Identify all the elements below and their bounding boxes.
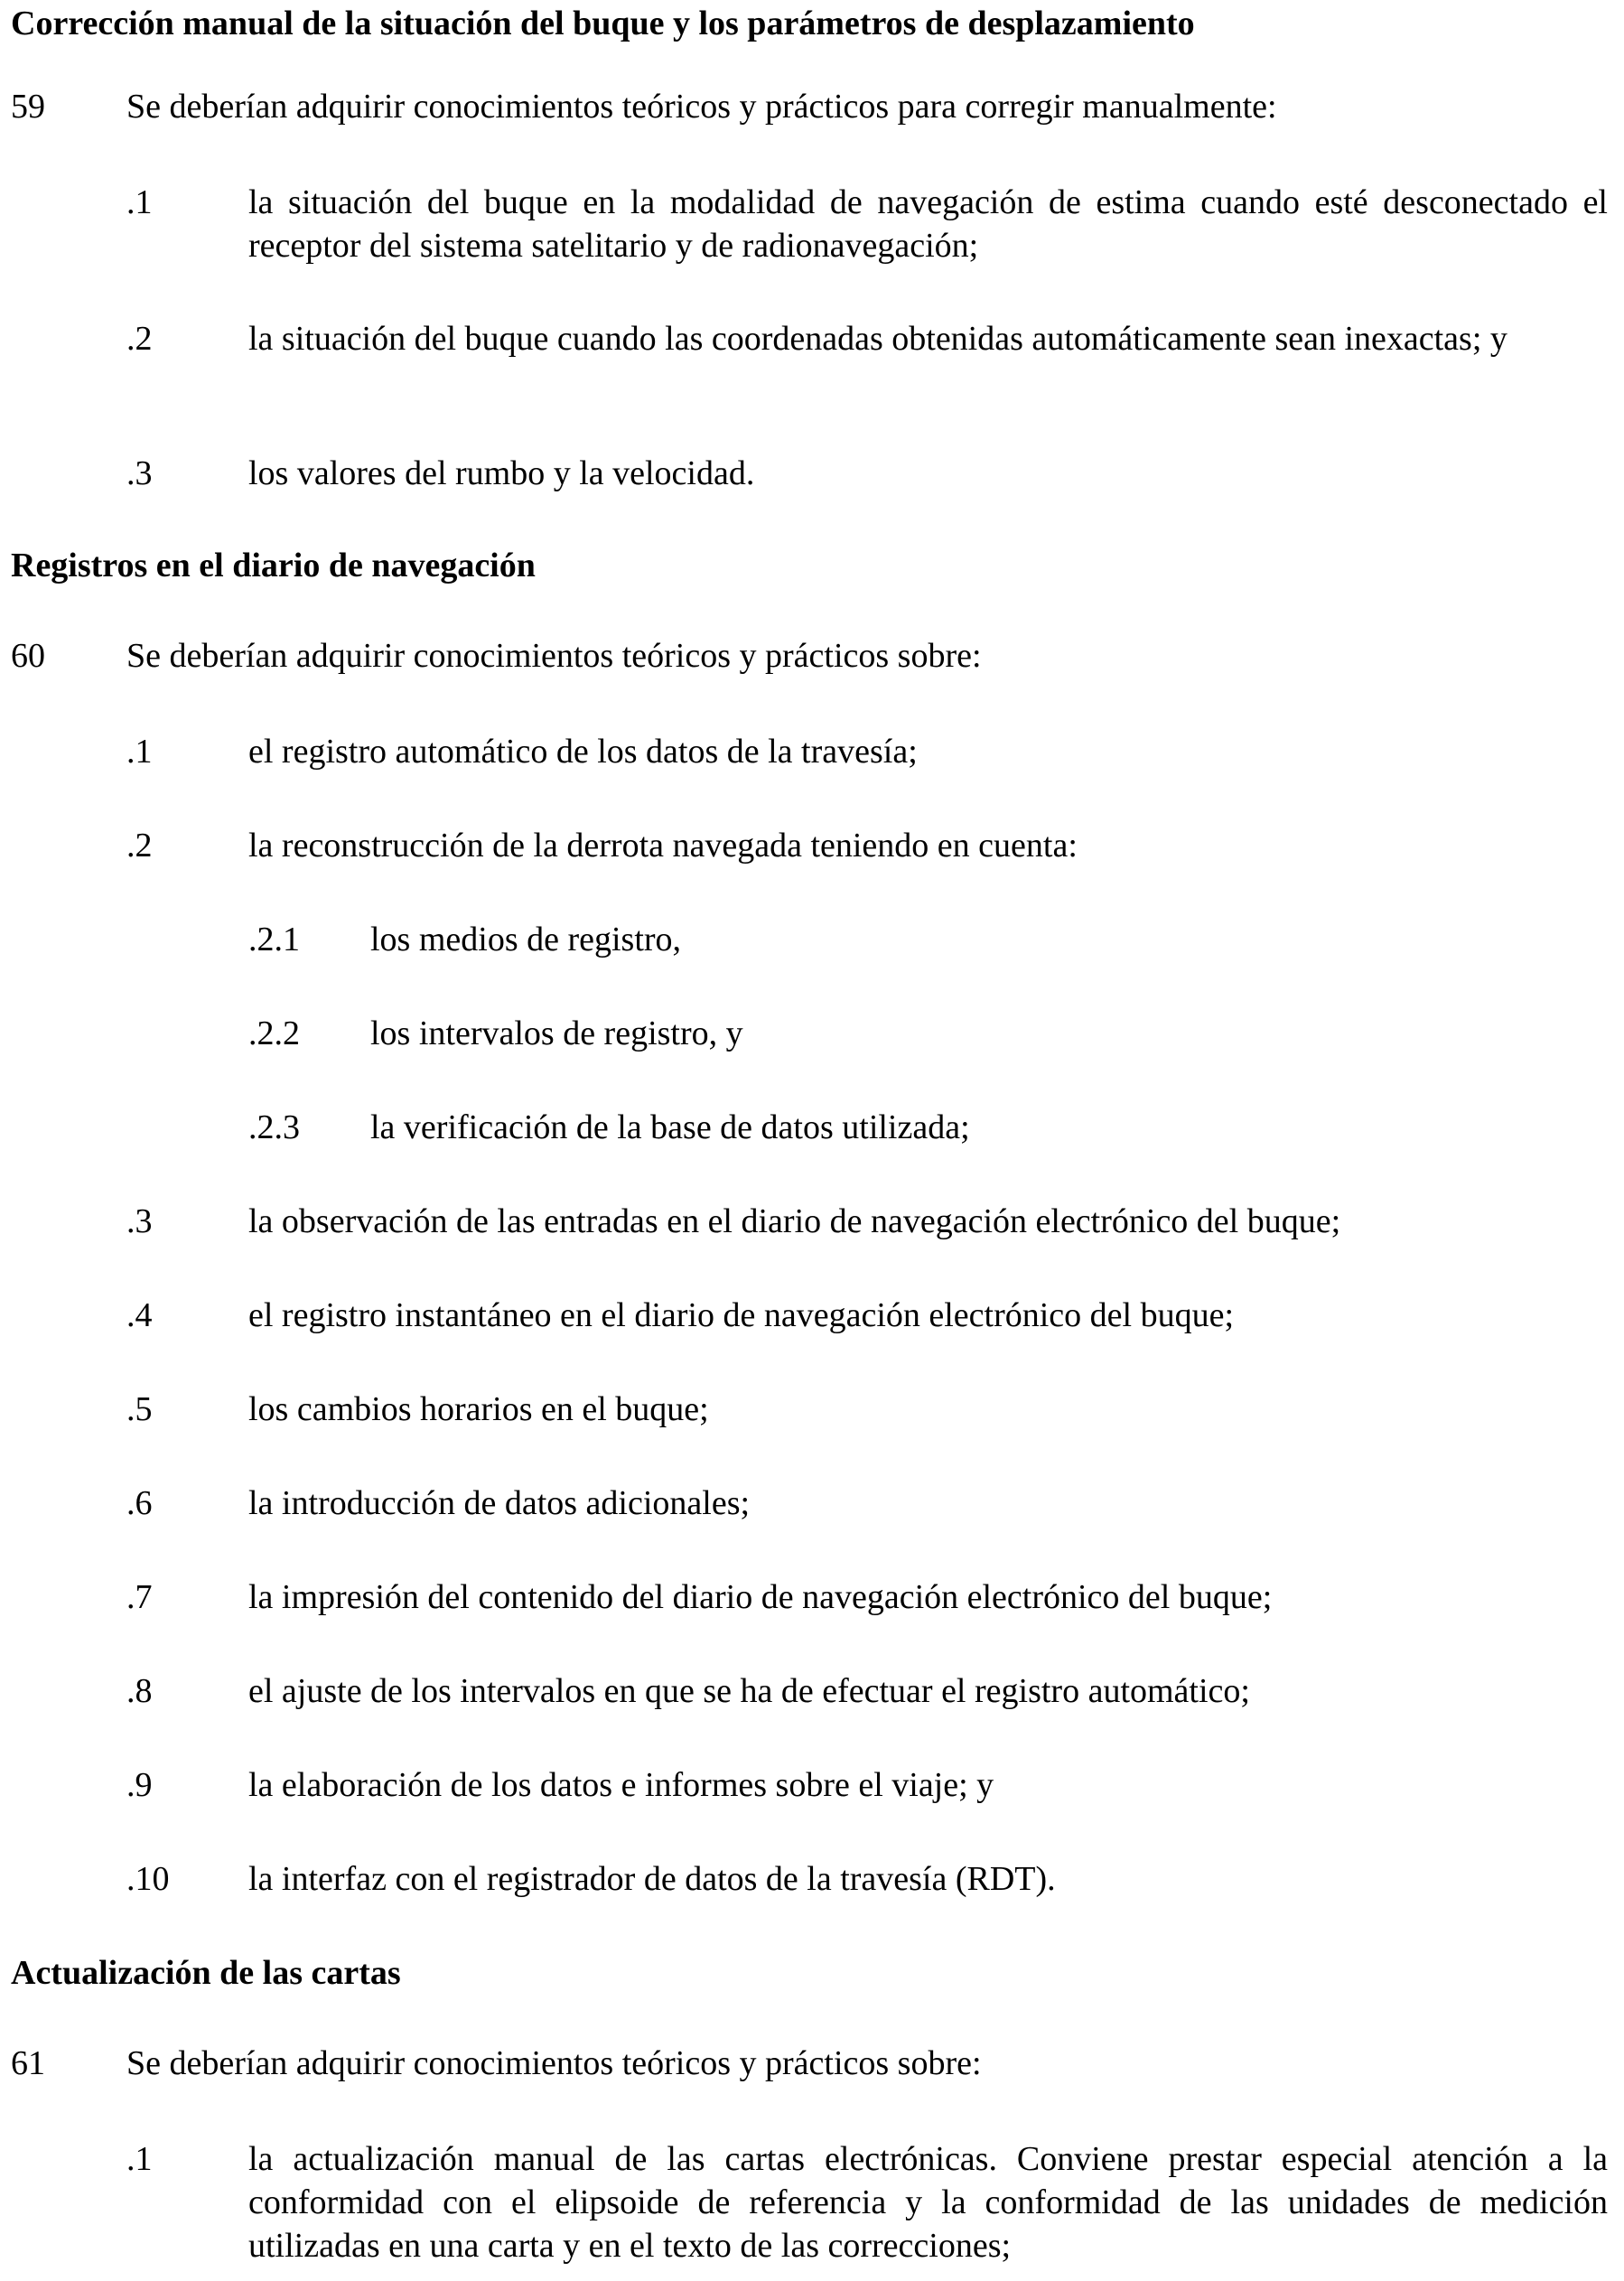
list-item-text: la introducción de datos adicionales; [248, 1484, 751, 1522]
list-item-number: .3 [126, 1202, 153, 1240]
sublist-item-text: los medios de registro, [370, 921, 682, 958]
list-item-text: el ajuste de los intervalos en que se ha de efectuar el registro automático; [248, 1672, 1250, 1710]
list-item-number: .7 [126, 1578, 153, 1616]
sublist-item-number: .2.1 [248, 921, 300, 958]
list-item-text: los valores del rumbo y la velocidad. [248, 454, 755, 492]
list-item-text: la situación del buque cuando las coordenadas obtenidas automáticamente sean inexactas; y [248, 320, 1507, 358]
list-item-number: .8 [126, 1672, 153, 1710]
list-item-number: .9 [126, 1766, 153, 1804]
paragraph-intro-60: Se deberían adquirir conocimientos teóricos y prácticos sobre: [126, 637, 982, 675]
list-item-text: la elaboración de los datos e informes sobre el viaje; y [248, 1766, 994, 1804]
list-item-number: .2 [126, 827, 153, 865]
list-item-number: .6 [126, 1484, 153, 1522]
sublist-item-number: .2.2 [248, 1014, 300, 1052]
list-item-text: la observación de las entradas en el diario de navegación electrónico del buque; [248, 1202, 1341, 1240]
list-item-text: el registro instantáneo en el diario de navegación electrónico del buque; [248, 1296, 1235, 1334]
paragraph-intro-61: Se deberían adquirir conocimientos teóricos y prácticos sobre: [126, 2044, 982, 2082]
list-item-number: .2 [126, 320, 153, 358]
sublist-item-number: .2.3 [248, 1108, 300, 1146]
paragraph-number-59: 59 [11, 88, 45, 126]
paragraph-number-60: 60 [11, 637, 45, 675]
list-item-number: .1 [126, 733, 153, 771]
list-item-number: .1 [126, 183, 153, 221]
section-heading-registros: Registros en el diario de navegación [11, 547, 536, 584]
list-item-text: la situación del buque en la modalidad de navegación de estima cuando esté desconectado el receptor del sistema satelitario y de radionavegación; [248, 183, 1608, 265]
section-heading-correccion: Corrección manual de la situación del buque y los parámetros de desplazamiento [11, 5, 1195, 42]
list-item-text: la interfaz con el registrador de datos de la travesía (RDT). [248, 1860, 1056, 1898]
list-item-number: .1 [126, 2140, 153, 2178]
list-item-text: la impresión del contenido del diario de navegación electrónico del buque; [248, 1578, 1273, 1616]
paragraph-intro-59: Se deberían adquirir conocimientos teóricos y prácticos para corregir manualmente: [126, 88, 1277, 126]
list-item-number: .5 [126, 1390, 153, 1428]
paragraph-number-61: 61 [11, 2044, 45, 2082]
list-item-text: los cambios horarios en el buque; [248, 1390, 709, 1428]
list-item-text: la actualización manual de las cartas electrónicas. Conviene prestar especial atención a la conformidad con el elipsoide de referencia y la conformidad de las unidades de medición utilizadas en una carta y en el texto de las correcciones; [248, 2140, 1608, 2265]
sublist-item-text: los intervalos de registro, y [370, 1014, 743, 1052]
list-item-text: la reconstrucción de la derrota navegada teniendo en cuenta: [248, 827, 1078, 865]
list-item-text: el registro automático de los datos de la travesía; [248, 733, 918, 771]
section-heading-actualizacion: Actualización de las cartas [11, 1954, 401, 1992]
list-item-number: .10 [126, 1860, 170, 1898]
list-item-number: .3 [126, 454, 153, 492]
list-item-number: .4 [126, 1296, 153, 1334]
sublist-item-text: la verificación de la base de datos utilizada; [370, 1108, 970, 1146]
